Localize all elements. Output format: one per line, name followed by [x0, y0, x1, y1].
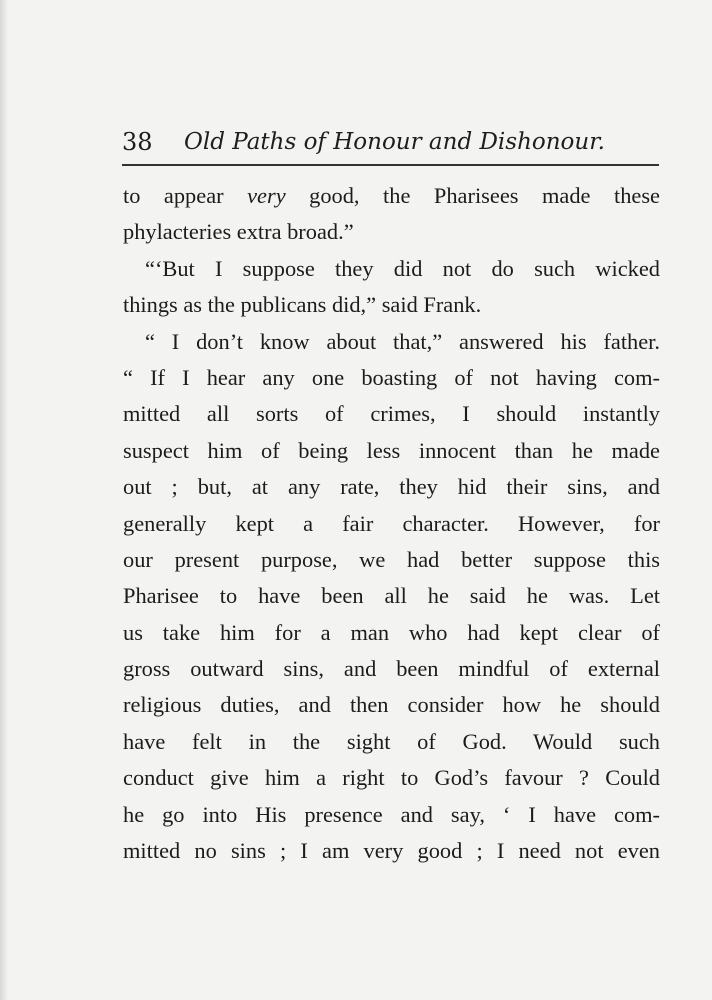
- text-line: to appear very good, the Pharisees made these: [123, 183, 660, 208]
- text-line: generally kept a fair character. However, for: [123, 510, 660, 536]
- text-line: things as the publicans did,” said Frank.: [123, 292, 482, 318]
- text-line: phylacteries extra broad.”: [123, 219, 354, 245]
- text-line: conduct give him a right to God’s favour ? Could: [123, 765, 660, 791]
- text-line: out ; but, at any rate, they hid their sins, and: [123, 474, 660, 500]
- text-line: have felt in the sight of God. Would such: [123, 728, 660, 754]
- text-line: gross outward sins, and been mindful of external: [123, 656, 660, 682]
- page-header: [122, 124, 660, 160]
- emphasis: very: [247, 183, 286, 208]
- text-line: mitted all sorts of crimes, I should instantly: [123, 401, 660, 427]
- text-line: “ I don’t know about that,” answered his father.: [145, 328, 660, 354]
- text-line: our present purpose, we had better suppose this: [123, 546, 660, 572]
- text-line: mitted no sins ; I am very good ; I need not even: [123, 838, 660, 864]
- text-line: suspect him of being less innocent than he made: [123, 437, 660, 463]
- text-line: us take him for a man who had kept clear of: [123, 619, 660, 645]
- text-line: he go into His presence and say, ‘ I have com-: [123, 801, 660, 827]
- page-number: 38: [122, 128, 153, 156]
- header-rule: [122, 164, 659, 166]
- text-line: religious duties, and then consider how he should: [123, 692, 660, 718]
- text-line: Pharisee to have been all he said he was. Let: [123, 583, 660, 609]
- body-text: [123, 178, 660, 869]
- page-gutter-shadow: [0, 0, 8, 1000]
- running-title: Old Paths of Honour and Dishonour.: [184, 129, 605, 155]
- text-line: “‘But I suppose they did not do such wicked: [145, 255, 660, 281]
- text-line: “ If I hear any one boasting of not having com-: [123, 364, 660, 390]
